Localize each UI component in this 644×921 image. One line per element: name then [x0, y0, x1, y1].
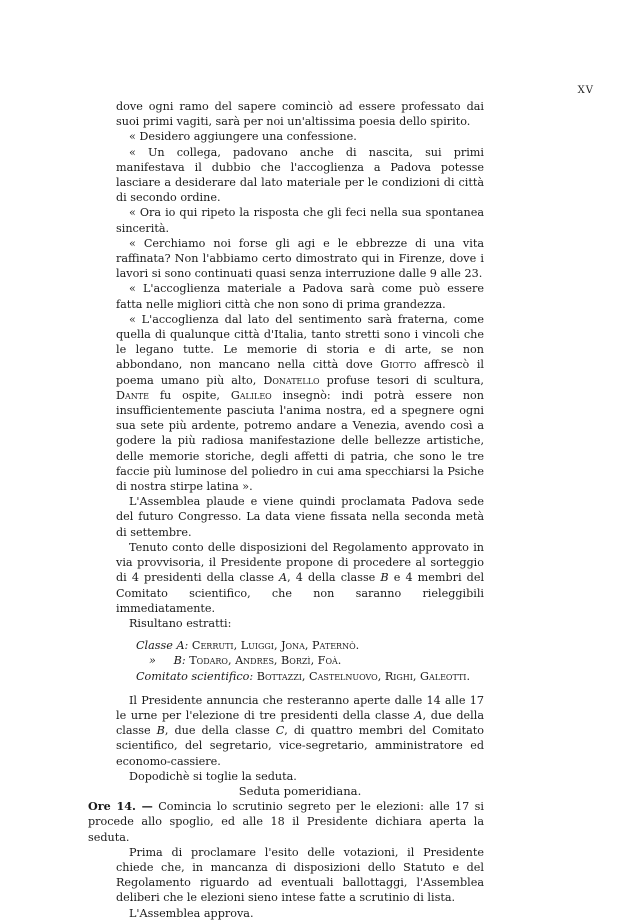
paragraph-reply: « Ora io qui ripeto la risposta che gli feci nella sua spontanea sincerità. — [116, 206, 484, 235]
name-giotto: Giotto — [380, 358, 417, 372]
page-number: XV — [577, 85, 594, 96]
paragraph-draw-rules: Tenuto conto delle disposizioni del Regolamento approvato in via provvisoria, il Presidente propone di procedere al sorteggio di 4 presidenti della classe A, 4 della classe B e 4 membri del Comitato scientifico, che non saranno rieleggibili immediatamente. — [116, 540, 485, 615]
name-dante: Dante — [116, 388, 149, 402]
paragraph-confession: « Desidero aggiungere una confessione. — [129, 130, 357, 144]
paragraph-adjourn: Dopodichè si toglie la seduta. — [129, 769, 297, 783]
paragraph-ballottaggi: Prima di proclamare l'esito delle votazioni, il Presidente chiede che, in mancanza di disposizioni dello Statuto e del Regolamento riguardo ad eventuali ballottaggi, l'Assemblea deliberi che le elezioni sieno intese fatte a scrutinio di lista. — [116, 845, 484, 905]
paragraph-material-welcome: « L'accoglienza materiale a Padova sarà come può essere fatta nelle migliori città che non sono di prima grandezza. — [116, 282, 484, 311]
paragraph-afternoon-start: Ore 14. — Comincia lo scrutinio segreto per le elezioni: alle 17 si procede allo spoglio, ed alle 18 il Presidente dichiara aperta la seduta. — [88, 799, 484, 844]
paragraph-results-intro: Risultano estratti: — [129, 616, 232, 630]
draw-result-class-b: » B: Todaro, Andres, Borzì, Foà. — [149, 654, 342, 668]
paragraph-comforts: « Cerchiamo noi forse gli agi e le ebbrezze di una vita raffinata? Non l'abbiamo certo dimostrato qui in Firenze, dove i lavori si sono continuati quasi senza interruzione dalle 9 alle 23. — [116, 236, 484, 281]
paragraph-continuation: dove ogni ramo del sapere cominciò ad essere professato dai suoi primi vagiti, sarà per noi un'altissima poesia dello spirito. — [116, 100, 484, 129]
body-text — [88, 99, 485, 921]
paragraph-assembly-applause: L'Assemblea plaude e viene quindi proclamata Padova sede del futuro Congresso. La data viene fissata nella seconda metà di settembre. — [116, 495, 484, 539]
draw-result-committee: Comitato scientifico: Bottazzi, Castelnuovo, Righi, Galeotti. — [136, 669, 471, 683]
paragraph-sentiment: « L'accoglienza dal lato del sentimento sarà fraterna, come quella di qualunque città d'Italia, tanto stretti sono i vincoli che le legano tutte. Le memorie di storia e di arte, se non abbondano, non mancano nella città dove Giotto affrescò il poema umano più alto, Donatello profuse tesori di scultura, Dante fu ospite, Galileo insegnò: indi potrà essere non insufficientemente pasciuta l'anima nostra, ed a spegnere ogni sua sete più ardente, potremo andare a Venezia, avendo così a godere la più radiosa manifestazione delle bellezze artistiche, delle memorie storiche, degli affetti di patria, che sono le tre faccie più luminose del poliedro in cui ama specchiarsi la Psiche di nostra stirpe latina ». — [116, 312, 484, 494]
section-title: Seduta pomeridiana. — [238, 783, 362, 798]
name-galileo: Galileo — [230, 388, 272, 402]
draw-results-list — [116, 638, 484, 684]
time-label: Ore 14. — — [88, 799, 153, 814]
draw-result-class-a: Classe A: Cerruti, Luiggi, Jona, Paternò. — [136, 639, 360, 653]
name-donatello: Donatello — [263, 373, 320, 387]
paragraph-colleague: « Un collega, padovano anche di nascita, sui primi manifestava il dubbio che l'accoglienza a Padova potesse lasciare a desiderare dal lato materiale per le condizioni di città di secondo ordine. — [116, 145, 484, 205]
paragraph-ballot: Il Presidente annuncia che resteranno aperte dalle 14 alle 17 le urne per l'elezione di tre presidenti della classe A, due della classe B, due della classe C, di quattro membri del Comitato scientifico, del segretario, vice-segretario, amministratore ed economo-cassiere. — [116, 693, 485, 768]
paragraph-approval: L'Assemblea approva. — [129, 906, 254, 920]
